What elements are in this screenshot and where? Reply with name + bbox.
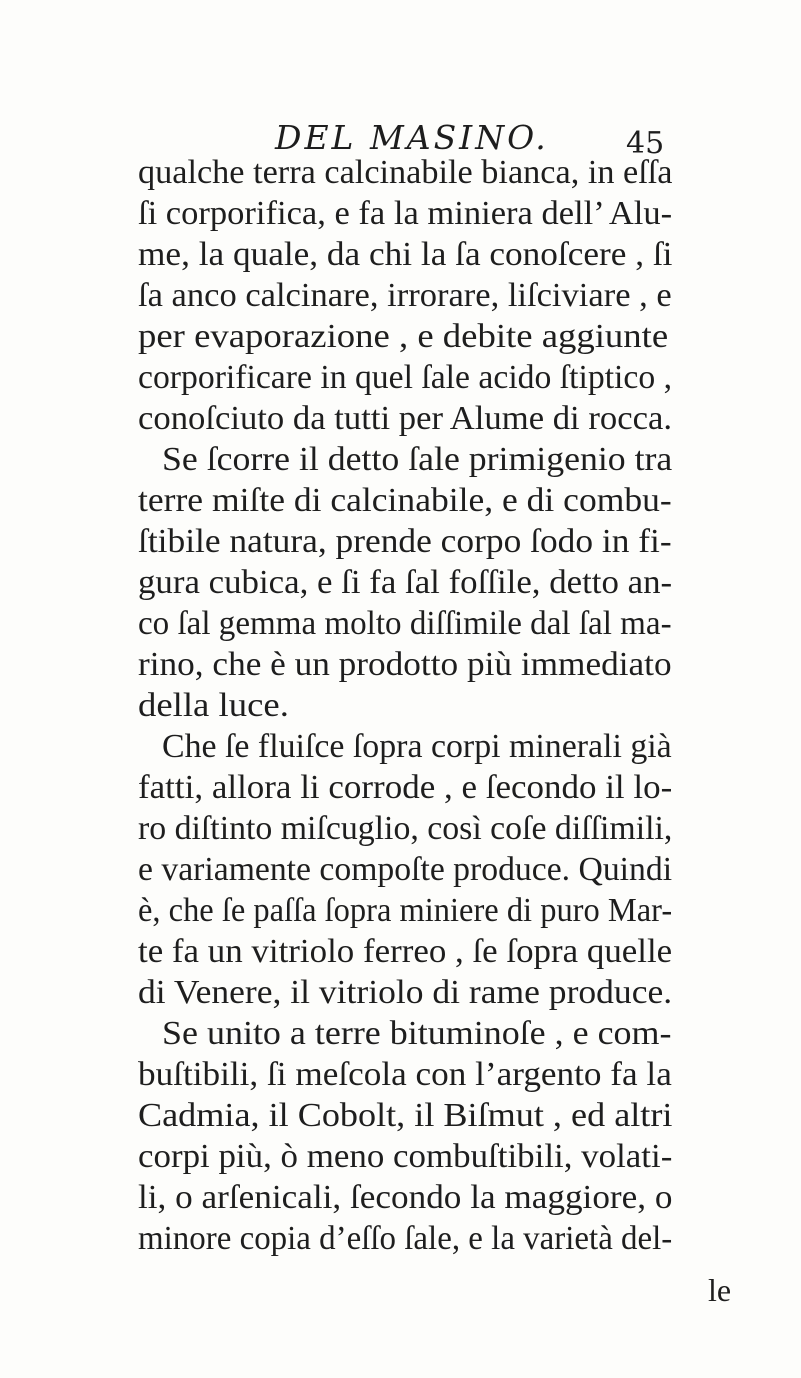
text-line: ſa anco calcinare, irrorare, liſciviare , e (138, 277, 672, 314)
running-head: DEL MASINO. (275, 118, 549, 157)
text-line: minore copia d’eſſo ſale, e la varietà del- (138, 1220, 673, 1257)
text-line: te fa un vitriolo ferreo , ſe ſopra quelle (138, 933, 673, 970)
text-line: Se ſcorre il detto ſale primigenio tra (162, 441, 673, 478)
text-line: co ſal gemma molto diſſimile dal ſal ma- (138, 605, 672, 642)
text-line: conoſciuto da tutti per Alume di rocca. (138, 400, 673, 437)
text-line: qualche terra calcinabile bianca, in eſſa (138, 154, 673, 191)
text-line: e variamente compoſte produce. Quindi (138, 851, 673, 888)
text-line: Cadmia, il Cobolt, il Biſmut , ed altri (138, 1097, 673, 1134)
text-line: terre miſte di calcinabile, e di combu- (138, 482, 672, 519)
text-line: li, o arſenicali, ſecondo la maggiore, o (138, 1179, 673, 1216)
text-line: ro diſtinto miſcuglio, così coſe diſſimili, (138, 810, 673, 847)
text-line: corporificare in quel ſale acido ſtiptico , (138, 359, 673, 396)
text-line: ſi corporifica, e fa la miniera dell’ Alu- (138, 195, 673, 232)
text-line: di Venere, il vitriolo di rame produce. (138, 974, 673, 1011)
page-number: 45 (626, 126, 665, 161)
catchword: le (708, 1272, 732, 1308)
text-line: per evaporazione , e debite aggiunte (138, 318, 669, 355)
text-line: della luce. (138, 687, 289, 724)
text-line: me, la quale, da chi la ſa conoſcere , ſi (138, 236, 673, 273)
text-line: Che ſe fluiſce ſopra corpi minerali già (162, 728, 672, 765)
text-line: buſtibili, ſi meſcola con l’argento fa la (138, 1056, 672, 1093)
text-line: Se unito a terre bituminoſe , e com- (162, 1015, 672, 1052)
text-line: ſtibile natura, prende corpo ſodo in fi- (138, 523, 672, 560)
text-line: gura cubica, e ſi fa ſal foſſile, detto an- (138, 564, 673, 601)
text-line: è, che ſe paſſa ſopra miniere di puro Mar- (138, 892, 673, 929)
text-line: rino, che è un prodotto più immediato (138, 646, 672, 683)
text-line: fatti, allora li corrode , e ſecondo il lo- (138, 769, 673, 806)
text-line: corpi più, ò meno combuſtibili, volati- (138, 1138, 673, 1175)
